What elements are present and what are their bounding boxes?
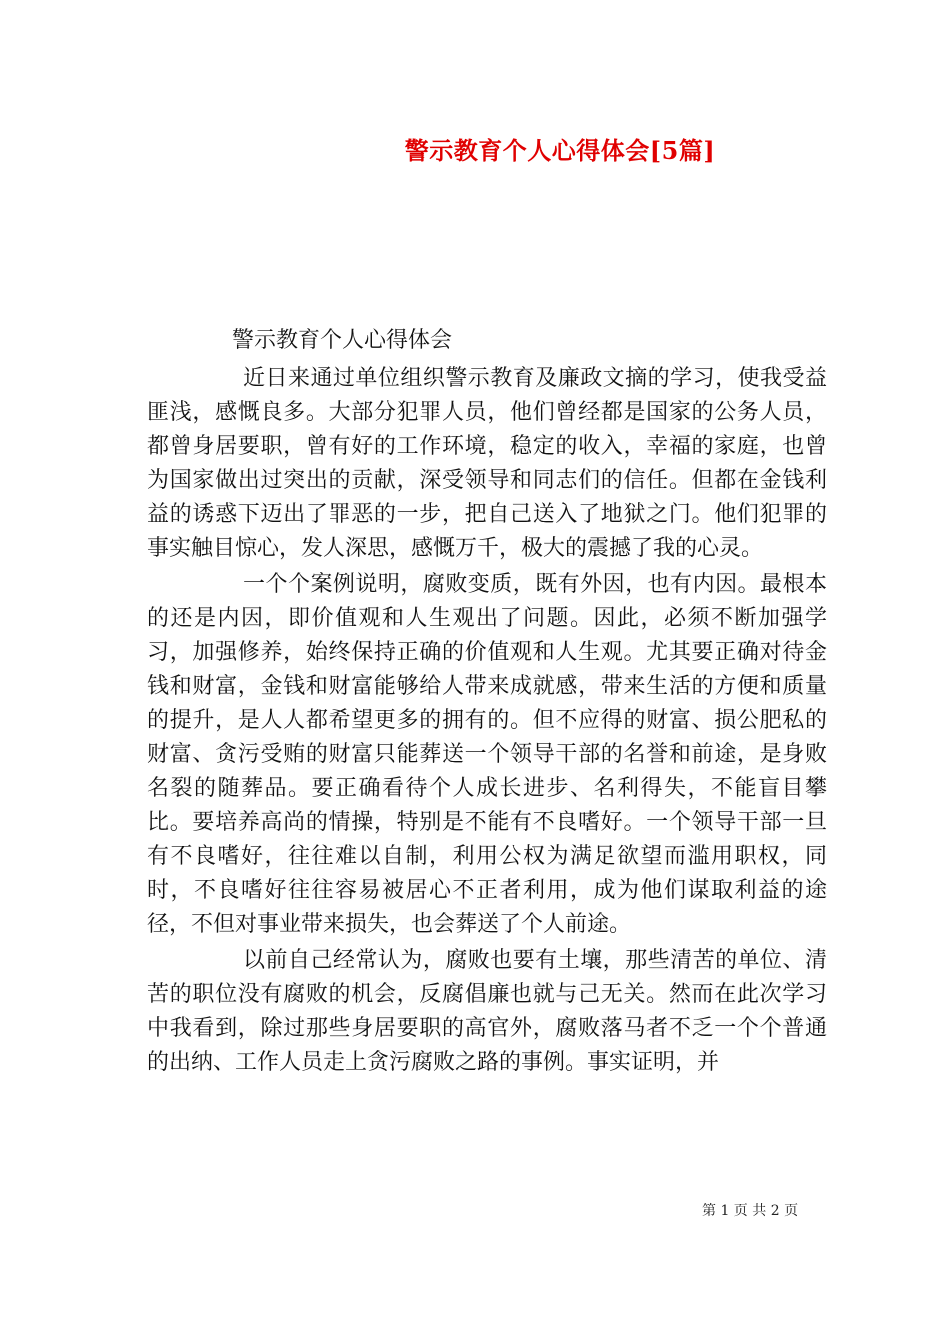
paragraph-2: 一个个案例说明，腐败变质，既有外因，也有内因。最根本的还是内因，即价值观和人生观出了问题。因此，必须不断加强学习，加强修养，始终保持正确的价值观和人生观。尤其要正确对待金钱和财富，金钱和财富能够给人带来成就感，带来生活的方便和质量的提升，是人人都希望更多的拥有的。但不应得的财富、损公肥私的财富、贪污受贿的财富只能葬送一个领导干部的名誉和前途，是身败名裂的随葬品。要正确看待个人成长进步、名利得失，不能盲目攀比。要培养高尚的情操，特别是不能有不良嗜好。一个领导干部一旦有不良嗜好，往往难以自制，利用公权为满足欲望而滥用职权，同时，不良嗜好往往容易被居心不正者利用，成为他们谋取利益的途径，不但对事业带来损失，也会葬送了个人前途。 [147, 572, 827, 937]
section-heading: 警示教育个人心得体会 [232, 328, 453, 353]
paragraph-1: 近日来通过单位组织警示教育及廉政文摘的学习，使我受益匪浅，感慨良多。大部分犯罪人员，他们曾经都是国家的公务人员，都曾身居要职，曾有好的工作环境，稳定的收入，幸福的家庭，也曾为国家做出过突出的贡献，深受领导和同志们的信任。但都在金钱利益的诱惑下迈出了罪恶的一步，把自己送入了地狱之门。他们犯罪的事实触目惊心，发人深思，感慨万千，极大的震撼了我的心灵。 [147, 366, 827, 561]
page-title: 警示教育个人心得体会[5篇] [404, 136, 716, 165]
paragraph-3: 以前自己经常认为，腐败也要有土壤，那些清苦的单位、清苦的职位没有腐败的机会，反腐倡廉也就与己无关。然而在此次学习中我看到，除过那些身居要职的高官外，腐败落马者不乏一个个普通的出纳、工作人员走上贪污腐败之路的事例。事实证明，并 [147, 948, 827, 1075]
body-text [147, 362, 827, 1080]
page-number-footer: 第 1 页 共 2 页 [702, 1203, 799, 1219]
